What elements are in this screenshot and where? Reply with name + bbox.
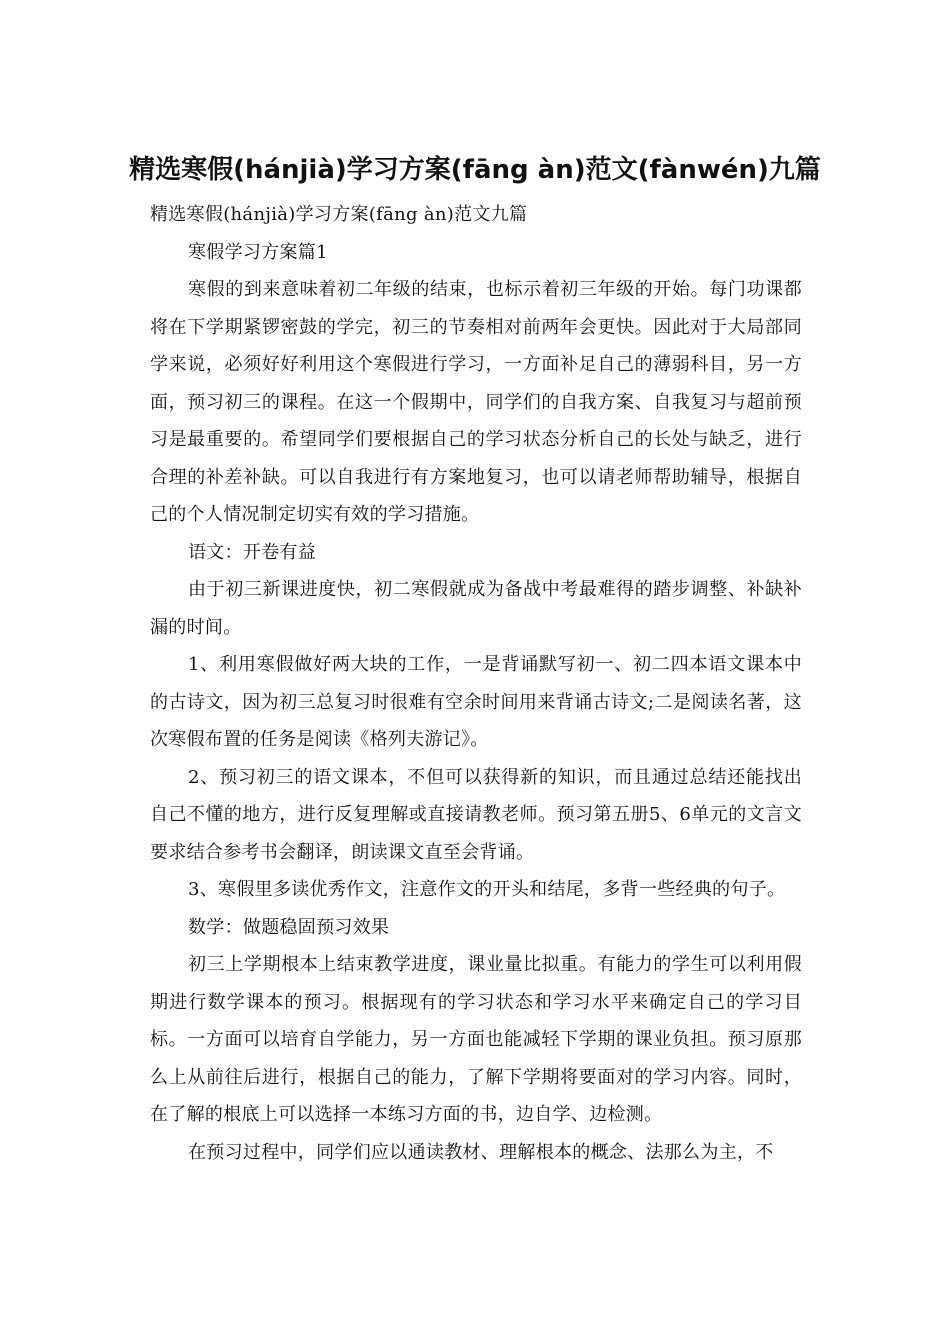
paragraph: 由于初三新课进度快，初二寒假就成为备战中考最难得的踏步调整、补缺补漏的时间。 xyxy=(150,579,802,638)
paragraph: 初三上学期根本上结束教学进度，课业量比拟重。有能力的学生可以利用假期进行数学课本的预习。根据现有的学习状态和学习水平来确定自己的学习目标。一方面可以培育自学能力，另一方面也能减轻下学期的课业负担。预习原那么上从前往后进行，根据自己的能力，了解下学期将要面对的学习内容。同时，在了解的根底上可以选择一本练习方面的书，边自学、边检测。 xyxy=(150,954,802,1125)
paragraph: 2、预习初三的语文课本，不但可以获得新的知识，而且通过总结还能找出自己不懂的地方，进行反复理解或直接请教老师。预习第五册5、6单元的文言文要求结合参考书会翻译，朗读课文直至会背诵。 xyxy=(150,766,802,863)
document-subtitle: 精选寒假(hánjià)学习方案(fāng àn)范文九篇 xyxy=(150,204,528,225)
subsection-heading-chinese: 语文：开卷有益 xyxy=(188,541,317,563)
paragraph: 在预习过程中，同学们应以通读教材、理解根本的概念、法那么为主，不 xyxy=(188,1141,774,1163)
paragraph: 寒假的到来意味着初二年级的结束，也标示着初三年级的开始。每门功课都将在下学期紧锣密鼓的学完，初三的节奏相对前两年会更快。因此对于大局部同学来说，必须好好利用这个寒假进行学习，一方面补足自己的薄弱科目，另一方面，预习初三的课程。在这一个假期中，同学们的自我方案、自我复习与超前预习是最重要的。希望同学们要根据自己的学习状态分析自己的长处与缺乏，进行合理的补差补缺。可以自我进行有方案地复习，也可以请老师帮助辅导，根据自己的个人情况制定切实有效的学习措施。 xyxy=(150,279,802,525)
section-heading: 寒假学习方案篇1 xyxy=(188,241,328,263)
paragraph: 1、利用寒假做好两大块的工作，一是背诵默写初一、初二四本语文课本中的古诗文，因为初三总复习时很难有空余时间用来背诵古诗文;二是阅读名著，这次寒假布置的任务是阅读《格列夫游记》。 xyxy=(150,654,802,750)
document-body xyxy=(150,196,802,1171)
document-title: 精选寒假(hánjià)学习方案(fāng àn)范文(fànwén)九篇 xyxy=(129,155,821,185)
subsection-heading-math: 数学：做题稳固预习效果 xyxy=(188,916,390,938)
paragraph: 3、寒假里多读优秀作文，注意作文的开头和结尾，多背一些经典的句子。 xyxy=(188,879,786,900)
